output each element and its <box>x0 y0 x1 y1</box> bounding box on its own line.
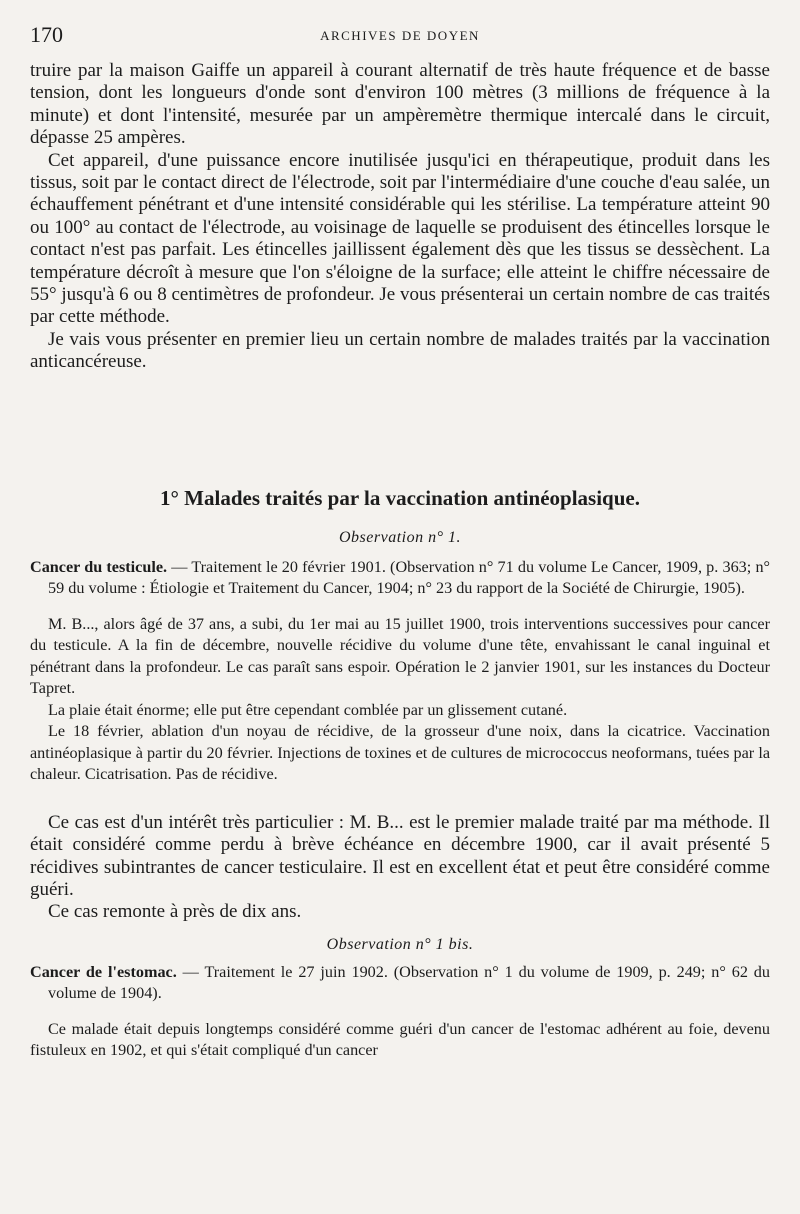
intro-paragraph-1: truire par la maison Gaiffe un appareil à courant alternatif de très haute fréquence et de basse tension, dont les longueurs d'onde sont d'environ 100 mètres (3 millions de fréquence à la minute) et dont l'intensité, mesurée par un ampèremètre thermique intercalé dans le circuit, dépasse 25 ampères. <box>30 60 770 149</box>
intro-paragraph-2: Cet appareil, d'une puissance encore inutilisée jusqu'ici en thérapeutique, produit dans les tissus, soit par le contact direct de l'électrode, soit par l'intermédiaire d'une couche d'eau salée, un échauffement pénétrant et d'une intensité considérable qui les stérilise. La température atteint 90 ou 100° au contact de l'électrode, au voisinage de laquelle se produisent des étincelles lorsque le contact n'est pas parfait. Les étincelles jaillissent également dès que les tissus se dessèchent. La température décroît à mesure que l'on s'éloigne de la surface; elle atteint le chiffre nécessaire de 55° jusqu'à 6 ou 8 centimètres de profondeur. Je vous présenterai un certain nombre de cas traités par cette méthode. <box>30 149 770 328</box>
page-body <box>30 60 770 1062</box>
observation-1-title: Observation n° 1. <box>339 528 461 546</box>
intro-paragraph-3: Je vais vous présenter en premier lieu un certain nombre de malades traités par la vaccination anticancéreuse. <box>30 328 770 373</box>
page-number: 170 <box>30 22 63 47</box>
observation-1-comment-2: Ce cas remonte à près de dix ans. <box>48 901 302 923</box>
observation-1bis-case-ref: — Traitement le 27 juin 1902. (Observation n° 1 du volume de 1909, p. 249; n° 62 du volume de 1904). <box>48 962 770 1003</box>
observation-1-paragraph-2: La plaie était énorme; elle put être cependant comblée par un glissement cutané. <box>48 700 568 719</box>
observation-1-paragraph-3: Le 18 février, ablation d'un noyau de récidive, de la grosseur d'une noix, dans la cicatrice. Vaccination antinéoplasique à partir du 20 février. Injections de toxines et de cultures de micrococcus neoformans, tuées par la chaleur. Cicatrisation. Pas de récidive. <box>30 722 770 784</box>
observation-1bis-title: Observation n° 1 bis. <box>326 935 474 953</box>
section-title: 1° Malades traités par la vaccination antinéoplasique. <box>160 485 640 510</box>
running-head: ARCHIVES DE DOYEN <box>320 28 480 43</box>
observation-1-paragraph-1: M. B..., alors âgé de 37 ans, a subi, du 1er mai au 15 juillet 1900, trois interventions successives pour cancer du testicule. A la fin de décembre, nouvelle récidive du volume d'une tête, envahissant le canal inguinal et pénétrant dans la profondeur. Le cas paraît sans espoir. Opération le 2 janvier 1901, sur les instances du Docteur Tapret. <box>30 614 770 698</box>
observation-1-case-label: Cancer du testicule. <box>30 557 168 576</box>
observation-1-comment-1: Ce cas est d'un intérêt très particulier : M. B... est le premier malade traité par ma méthode. Il était considéré comme perdu à brève échéance en décembre 1900, car il avait présenté 5 récidives subintrantes de cancer testiculaire. Il est en excellent état et peut être considéré comme guéri. <box>30 811 770 900</box>
observation-1bis-paragraph-1: Ce malade était depuis longtemps considéré comme guéri d'un cancer de l'estomac adhérent au foie, devenu fistuleux en 1902, et qui s'était compliqué d'un cancer <box>30 1019 770 1060</box>
observation-1bis-case-label: Cancer de l'estomac. <box>30 962 177 981</box>
observation-1-case-ref: — Traitement le 20 février 1901. (Observation n° 71 du volume Le Cancer, 1909, p. 363; n° 59 du volume : Étiologie et Traitement du Cancer, 1904; n° 23 du rapport de la Société de Chirurgie, 1905). <box>48 557 771 598</box>
observation-1-reference <box>30 557 770 600</box>
page-header <box>30 22 770 52</box>
observation-1bis-reference <box>30 962 770 1005</box>
